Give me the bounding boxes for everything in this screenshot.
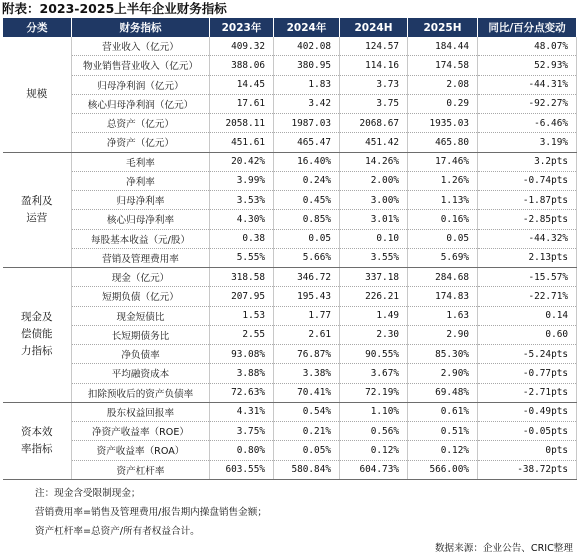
value-cell: 17.46% bbox=[408, 152, 478, 171]
page-title: 附表：2023-2025上半年企业财务指标 bbox=[2, 1, 227, 16]
table-row bbox=[3, 171, 577, 190]
value-cell: 195.43 bbox=[274, 287, 340, 306]
indicator-name: 扣除预收后的资产负债率 bbox=[72, 383, 210, 402]
table-row bbox=[3, 133, 577, 152]
value-cell: 0.10 bbox=[340, 229, 408, 248]
change-value: -22.71% bbox=[478, 287, 577, 306]
change-value: -6.46% bbox=[478, 114, 577, 133]
value-cell: 5.66% bbox=[274, 248, 340, 267]
indicator-name: 归母净利润（亿元） bbox=[72, 75, 210, 94]
category-cell: 现金及偿债能力指标 bbox=[3, 268, 72, 403]
value-cell: 0.29 bbox=[408, 94, 478, 113]
financial-indicators-table bbox=[2, 18, 577, 480]
value-cell: 1935.03 bbox=[408, 114, 478, 133]
value-cell: 3.67% bbox=[340, 364, 408, 383]
table-row bbox=[3, 287, 577, 306]
indicator-name: 营业收入（亿元） bbox=[72, 37, 210, 56]
category-cell: 规模 bbox=[3, 37, 72, 152]
value-cell: 3.88% bbox=[210, 364, 274, 383]
value-cell: 0.24% bbox=[274, 171, 340, 190]
value-cell: 1987.03 bbox=[274, 114, 340, 133]
value-cell: 2068.67 bbox=[340, 114, 408, 133]
value-cell: 0.45% bbox=[274, 191, 340, 210]
value-cell: 388.06 bbox=[210, 56, 274, 75]
value-cell: 14.26% bbox=[340, 152, 408, 171]
value-cell: 3.73 bbox=[340, 75, 408, 94]
table-row bbox=[3, 325, 577, 344]
notes bbox=[35, 484, 267, 541]
change-value: -2.71pts bbox=[478, 383, 577, 402]
note-line: 营销费用率=销售及管理费用/报告期内操盘销售金额； bbox=[35, 507, 267, 518]
change-value: -2.85pts bbox=[478, 210, 577, 229]
value-cell: 90.55% bbox=[340, 345, 408, 364]
indicator-name: 现金（亿元） bbox=[72, 268, 210, 287]
value-cell: 85.30% bbox=[408, 345, 478, 364]
value-cell: 2.61 bbox=[274, 325, 340, 344]
value-cell: 337.18 bbox=[340, 268, 408, 287]
change-value: 0pts bbox=[478, 441, 577, 460]
value-cell: 0.38 bbox=[210, 229, 274, 248]
value-cell: 380.95 bbox=[274, 56, 340, 75]
value-cell: 0.05 bbox=[274, 229, 340, 248]
value-cell: 0.05% bbox=[274, 441, 340, 460]
change-value: -38.72pts bbox=[478, 460, 577, 480]
header-2024h: 2024H bbox=[340, 18, 408, 37]
value-cell: 0.12% bbox=[408, 441, 478, 460]
change-value: 0.60 bbox=[478, 325, 577, 344]
indicator-name: 净利率 bbox=[72, 171, 210, 190]
indicator-name: 净资产收益率（ROE） bbox=[72, 422, 210, 441]
value-cell: 3.42 bbox=[274, 94, 340, 113]
value-cell: 409.32 bbox=[210, 37, 274, 56]
change-value: 48.07% bbox=[478, 37, 577, 56]
value-cell: 0.21% bbox=[274, 422, 340, 441]
category-cell: 资本效率指标 bbox=[3, 402, 72, 479]
value-cell: 4.31% bbox=[210, 402, 274, 421]
value-cell: 2.30 bbox=[340, 325, 408, 344]
value-cell: 17.61 bbox=[210, 94, 274, 113]
value-cell: 14.45 bbox=[210, 75, 274, 94]
value-cell: 2.55 bbox=[210, 325, 274, 344]
table-row bbox=[3, 460, 577, 480]
table-row bbox=[3, 441, 577, 460]
value-cell: 465.80 bbox=[408, 133, 478, 152]
value-cell: 2.90 bbox=[408, 325, 478, 344]
table-row bbox=[3, 422, 577, 441]
value-cell: 174.83 bbox=[408, 287, 478, 306]
value-cell: 20.42% bbox=[210, 152, 274, 171]
table-row bbox=[3, 114, 577, 133]
change-value: -0.74pts bbox=[478, 171, 577, 190]
indicator-name: 净负债率 bbox=[72, 345, 210, 364]
value-cell: 1.53 bbox=[210, 306, 274, 325]
change-value: -0.49pts bbox=[478, 402, 577, 421]
indicator-name: 短期负债（亿元） bbox=[72, 287, 210, 306]
value-cell: 124.57 bbox=[340, 37, 408, 56]
change-value: -44.32% bbox=[478, 229, 577, 248]
indicator-name: 平均融资成本 bbox=[72, 364, 210, 383]
value-cell: 0.05 bbox=[408, 229, 478, 248]
value-cell: 1.77 bbox=[274, 306, 340, 325]
table-row bbox=[3, 383, 577, 402]
header-2025h: 2025H bbox=[408, 18, 478, 37]
indicator-name: 核心归母净利润（亿元） bbox=[72, 94, 210, 113]
table-row bbox=[3, 268, 577, 287]
value-cell: 3.99% bbox=[210, 171, 274, 190]
change-value: -1.87pts bbox=[478, 191, 577, 210]
change-value: -0.05pts bbox=[478, 422, 577, 441]
change-value: 3.19% bbox=[478, 133, 577, 152]
value-cell: 0.54% bbox=[274, 402, 340, 421]
note-line: 资产杠杆率=总资产/所有者权益合计。 bbox=[35, 526, 200, 537]
value-cell: 284.68 bbox=[408, 268, 478, 287]
value-cell: 16.40% bbox=[274, 152, 340, 171]
value-cell: 226.21 bbox=[340, 287, 408, 306]
indicator-name: 核心归母净利率 bbox=[72, 210, 210, 229]
value-cell: 0.12% bbox=[340, 441, 408, 460]
table-body bbox=[3, 37, 577, 480]
value-cell: 1.63 bbox=[408, 306, 478, 325]
value-cell: 2058.11 bbox=[210, 114, 274, 133]
change-value: -5.24pts bbox=[478, 345, 577, 364]
table-row bbox=[3, 306, 577, 325]
value-cell: 72.19% bbox=[340, 383, 408, 402]
value-cell: 93.08% bbox=[210, 345, 274, 364]
table-row bbox=[3, 191, 577, 210]
category-cell: 盈利及运营 bbox=[3, 152, 72, 268]
value-cell: 3.55% bbox=[340, 248, 408, 267]
value-cell: 76.87% bbox=[274, 345, 340, 364]
value-cell: 174.58 bbox=[408, 56, 478, 75]
indicator-name: 资产收益率（ROA） bbox=[72, 441, 210, 460]
value-cell: 2.08 bbox=[408, 75, 478, 94]
value-cell: 3.00% bbox=[340, 191, 408, 210]
indicator-name: 股东权益回报率 bbox=[72, 402, 210, 421]
value-cell: 1.13% bbox=[408, 191, 478, 210]
value-cell: 0.61% bbox=[408, 402, 478, 421]
value-cell: 566.00% bbox=[408, 460, 478, 480]
header-row bbox=[3, 18, 577, 37]
value-cell: 0.85% bbox=[274, 210, 340, 229]
value-cell: 451.42 bbox=[340, 133, 408, 152]
value-cell: 0.16% bbox=[408, 210, 478, 229]
header-change: 同比/百分点变动 bbox=[478, 18, 577, 37]
value-cell: 207.95 bbox=[210, 287, 274, 306]
value-cell: 1.83 bbox=[274, 75, 340, 94]
value-cell: 3.53% bbox=[210, 191, 274, 210]
table-row bbox=[3, 152, 577, 171]
value-cell: 5.69% bbox=[408, 248, 478, 267]
value-cell: 580.84% bbox=[274, 460, 340, 480]
value-cell: 0.80% bbox=[210, 441, 274, 460]
indicator-name: 归母净利率 bbox=[72, 191, 210, 210]
indicator-name: 总资产（亿元） bbox=[72, 114, 210, 133]
table-row bbox=[3, 75, 577, 94]
table-row bbox=[3, 364, 577, 383]
header-indicator: 财务指标 bbox=[72, 18, 210, 37]
table-row bbox=[3, 345, 577, 364]
change-value: -0.77pts bbox=[478, 364, 577, 383]
indicator-name: 净资产（亿元） bbox=[72, 133, 210, 152]
table-row bbox=[3, 210, 577, 229]
change-value: -92.27% bbox=[478, 94, 577, 113]
value-cell: 184.44 bbox=[408, 37, 478, 56]
indicator-name: 现金短债比 bbox=[72, 306, 210, 325]
value-cell: 72.63% bbox=[210, 383, 274, 402]
value-cell: 69.48% bbox=[408, 383, 478, 402]
value-cell: 3.75% bbox=[210, 422, 274, 441]
value-cell: 3.38% bbox=[274, 364, 340, 383]
value-cell: 1.10% bbox=[340, 402, 408, 421]
indicator-name: 毛利率 bbox=[72, 152, 210, 171]
table-row bbox=[3, 402, 577, 421]
value-cell: 1.26% bbox=[408, 171, 478, 190]
value-cell: 114.16 bbox=[340, 56, 408, 75]
value-cell: 2.00% bbox=[340, 171, 408, 190]
value-cell: 451.61 bbox=[210, 133, 274, 152]
indicator-name: 每股基本收益（元/股） bbox=[72, 229, 210, 248]
value-cell: 2.90% bbox=[408, 364, 478, 383]
header-category: 分类 bbox=[3, 18, 72, 37]
value-cell: 0.51% bbox=[408, 422, 478, 441]
table-row bbox=[3, 37, 577, 56]
value-cell: 70.41% bbox=[274, 383, 340, 402]
change-value: 52.93% bbox=[478, 56, 577, 75]
header-2023: 2023年 bbox=[210, 18, 274, 37]
change-value: -15.57% bbox=[478, 268, 577, 287]
change-value: -44.31% bbox=[478, 75, 577, 94]
indicator-name: 营销及管理费用率 bbox=[72, 248, 210, 267]
note-line: 注：现金含受限制现金； bbox=[35, 488, 141, 499]
value-cell: 604.73% bbox=[340, 460, 408, 480]
change-value: 2.13pts bbox=[478, 248, 577, 267]
value-cell: 402.08 bbox=[274, 37, 340, 56]
indicator-name: 物业销售营业收入（亿元） bbox=[72, 56, 210, 75]
value-cell: 5.55% bbox=[210, 248, 274, 267]
table-row bbox=[3, 56, 577, 75]
table-row bbox=[3, 229, 577, 248]
change-value: 0.14 bbox=[478, 306, 577, 325]
table-row bbox=[3, 248, 577, 267]
value-cell: 3.75 bbox=[340, 94, 408, 113]
value-cell: 3.01% bbox=[340, 210, 408, 229]
value-cell: 465.47 bbox=[274, 133, 340, 152]
value-cell: 0.56% bbox=[340, 422, 408, 441]
value-cell: 603.55% bbox=[210, 460, 274, 480]
indicator-name: 资产杠杆率 bbox=[72, 460, 210, 480]
indicator-name: 长短期债务比 bbox=[72, 325, 210, 344]
value-cell: 1.49 bbox=[340, 306, 408, 325]
header-2024: 2024年 bbox=[274, 18, 340, 37]
value-cell: 318.58 bbox=[210, 268, 274, 287]
value-cell: 346.72 bbox=[274, 268, 340, 287]
value-cell: 4.30% bbox=[210, 210, 274, 229]
change-value: 3.2pts bbox=[478, 152, 577, 171]
data-source: 数据来源：企业公告、CRIC整理 bbox=[434, 543, 573, 554]
table-row bbox=[3, 94, 577, 113]
